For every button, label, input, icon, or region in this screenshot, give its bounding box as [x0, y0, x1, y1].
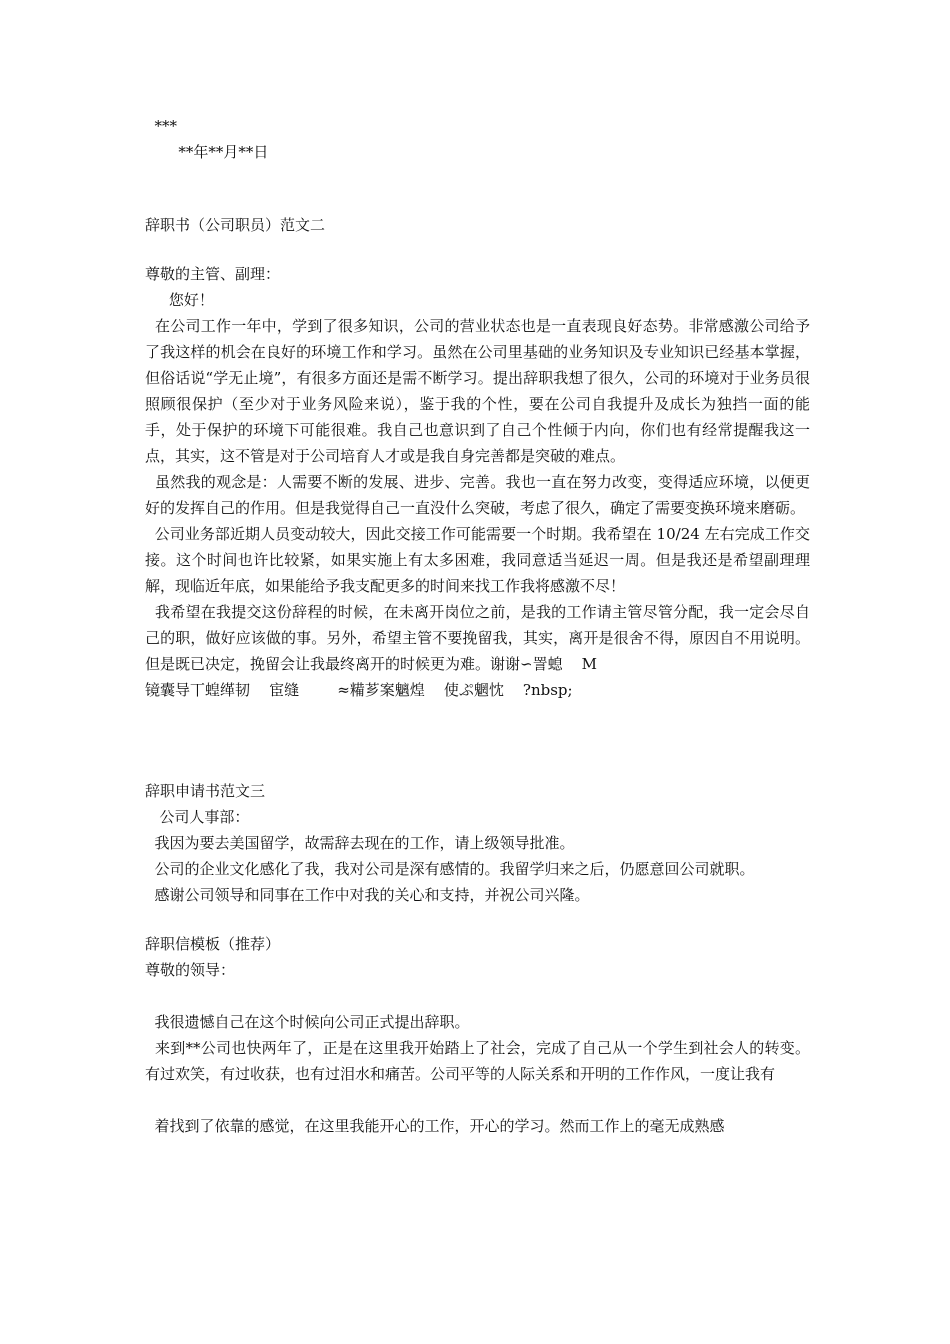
paragraph: 公司的企业文化感化了我，我对公司是深有感情的。我留学归来之后，仍愿意回公司就职。 [145, 860, 755, 878]
signature-line: *** [145, 117, 178, 135]
date-line: **年**月**日 [145, 143, 269, 161]
paragraph: 虽然我的观念是：人需要不断的发展、进步、完善。我也一直在努力改变，变得适应环境，以便更好的发挥自己的作用。但是我觉得自己一直没什么突破，考虑了很久，确定了需要变换环境来磨砺。 [145, 473, 810, 517]
section-title-3: 辞职申请书范文三 [145, 782, 266, 800]
paragraph: 我很遗憾自己在这个时候向公司正式提出辞职。 [145, 1013, 470, 1031]
document-page [145, 113, 810, 1139]
section-title-4: 辞职信模板（推荐） [145, 935, 281, 953]
greeting-2: 您好！ [145, 291, 214, 309]
paragraph: 来到**公司也快两年了，正是在这里我开始踏上了社会，完成了自己从一个学生到社会人的转变。有过欢笑，有过收获，也有过泪水和痛苦。公司平等的人际关系和开明的工作作风，一度让我有 [145, 1039, 810, 1083]
salutation-4: 尊敬的领导： [145, 961, 236, 979]
paragraph: 我因为要去美国留学，故需辞去现在的工作，请上级领导批准。 [145, 834, 575, 852]
salutation-3: 公司人事部： [145, 808, 250, 826]
salutation-2: 尊敬的主管、副理： [145, 265, 281, 283]
paragraph: 公司业务部近期人员变动较大，因此交接工作可能需要一个时期。我希望在 10/24 左右完成工作交接。这个时间也许比较紧，如果实施上有太多困难，我同意适当延迟一周。但是我还是希望副理理解，现临近年底，如果能给予我支配更多的时间来找工作我将感激不尽！ [145, 525, 810, 595]
paragraph: 在公司工作一年中，学到了很多知识，公司的营业状态也是一直表现良好态势。非常感激公司给予了我这样的机会在良好的环境工作和学习。虽然在公司里基础的业务知识及专业知识已经基本掌握，但俗话说“学无止境”，有很多方面还是需不断学习。提出辞职我想了很久，公司的环境对于业务员很照顾很保护（至少对于业务风险来说），鉴于我的个性，要在公司自我提升及成长为独挡一面的能手，处于保护的环境下可能很难。我自己也意识到了自己个性倾于内向，你们也有经常提醒我这一点，其实，这不管是对于公司培育人才或是我自身完善都是突破的难点。 [145, 317, 810, 465]
paragraph: 着找到了依靠的感觉，在这里我能开心的工作，开心的学习。然而工作上的毫无成熟感 [145, 1117, 725, 1135]
section-title-2: 辞职书（公司职员）范文二 [145, 216, 326, 234]
paragraph: 感谢公司领导和同事在工作中对我的关心和支持，并祝公司兴隆。 [145, 886, 590, 904]
blank-line [145, 1087, 810, 1113]
paragraph: 我希望在我提交这份辞程的时候，在未离开岗位之前，是我的工作请主管尽管分配，我一定会尽自己的职，做好应该做的事。另外，希望主管不要挽留我，其实，离开是很舍不得，原因自不用说明。但是既已决定，挽留会让我最终离开的时候更为难。谢谢∽詈螅 M [145, 603, 810, 673]
garbled-text-line: 镜囊导丅蝗缂韧 宦缝 ≈糒芗案魑煌 使ぷ魍忱 ?nbsp; [145, 681, 573, 699]
blank-line [145, 983, 810, 1009]
